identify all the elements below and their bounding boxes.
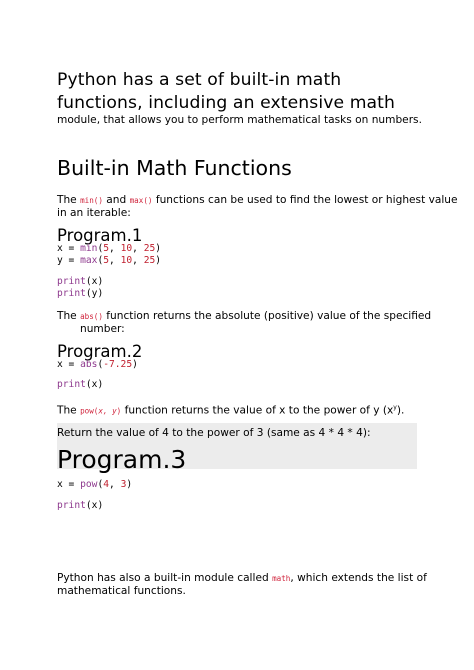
code-function: print bbox=[57, 276, 86, 287]
code-number: 25 bbox=[143, 255, 156, 266]
text: The bbox=[57, 310, 81, 322]
text: ). bbox=[396, 404, 405, 417]
code-number: 4 bbox=[103, 479, 109, 490]
inline-code-pow bbox=[80, 407, 121, 416]
text: and bbox=[102, 194, 130, 206]
code-text: ) bbox=[155, 243, 162, 254]
code-function: print bbox=[57, 379, 86, 390]
section-title: Built-in Math Functions bbox=[57, 156, 292, 180]
program-3-line-2 bbox=[57, 500, 103, 512]
pow-example-text: Return the value of 4 to the power of 3 (same as 4 * 4 * 4): bbox=[57, 427, 371, 439]
code-text: x = bbox=[57, 479, 81, 490]
program-1-line-1 bbox=[57, 243, 161, 255]
text: The bbox=[57, 404, 81, 417]
program-3-line-1 bbox=[57, 479, 132, 491]
code-function: abs bbox=[80, 359, 98, 370]
code-text: ( bbox=[97, 359, 104, 370]
code-text: (x) bbox=[85, 276, 104, 287]
code-number: 25 bbox=[143, 243, 156, 254]
program-2-title: Program.2 bbox=[57, 342, 143, 361]
code-args: x, y bbox=[98, 406, 117, 416]
text: Python has also a built-in module called bbox=[57, 572, 273, 584]
code-function: min bbox=[80, 243, 98, 254]
code-text: ( bbox=[97, 479, 104, 490]
intro-heading-line-1: Python has a set of built-in math bbox=[57, 70, 342, 90]
code-text: ( bbox=[97, 243, 104, 254]
intro-subline: module, that allows you to perform mathematical tasks on numbers. bbox=[57, 114, 422, 126]
code-text: , bbox=[109, 255, 121, 266]
code-text: pow( bbox=[80, 406, 99, 416]
abs-description-line-2: number: bbox=[80, 323, 125, 335]
code-function: pow bbox=[80, 479, 98, 490]
intro-heading-line-2: functions, including an extensive math bbox=[57, 93, 396, 113]
inline-code-min: min() bbox=[80, 196, 103, 205]
code-number: 10 bbox=[120, 243, 133, 254]
code-function: print bbox=[57, 288, 86, 299]
code-function: print bbox=[57, 500, 86, 511]
inline-code-math: math bbox=[272, 574, 291, 583]
inline-code-abs: abs() bbox=[80, 312, 103, 321]
program-1-line-4 bbox=[57, 288, 103, 300]
code-text: ( bbox=[97, 255, 104, 266]
code-number: 10 bbox=[120, 255, 133, 266]
code-number: 3 bbox=[120, 479, 127, 490]
text: , which extends the list of bbox=[290, 572, 427, 584]
code-text: ) bbox=[126, 479, 133, 490]
program-2-line-1 bbox=[57, 359, 138, 371]
code-text: ) bbox=[132, 359, 138, 370]
code-number: -7.25 bbox=[103, 359, 133, 370]
code-text: (x) bbox=[85, 379, 104, 390]
program-1-title: Program.1 bbox=[57, 226, 143, 245]
pow-description bbox=[57, 401, 404, 419]
minmax-description-line-2: in an iterable: bbox=[57, 207, 131, 219]
program-3-title: Program.3 bbox=[57, 445, 187, 474]
code-text: x = bbox=[57, 243, 81, 254]
text: function returns the absolute (positive) value of the specified bbox=[102, 310, 432, 322]
code-text: (y) bbox=[85, 288, 104, 299]
outro-text-line-2: mathematical functions. bbox=[57, 585, 186, 597]
code-text: (x) bbox=[85, 500, 104, 511]
program-1-line-3 bbox=[57, 276, 103, 288]
text: The bbox=[57, 194, 81, 206]
code-text: x = bbox=[57, 359, 81, 370]
code-text: y = bbox=[57, 255, 81, 266]
code-text: , bbox=[132, 255, 144, 266]
code-text: ) bbox=[116, 406, 122, 416]
code-text: , bbox=[132, 243, 144, 254]
code-function: max bbox=[80, 255, 98, 266]
code-text: ) bbox=[155, 255, 162, 266]
code-number: 5 bbox=[103, 243, 109, 254]
text: functions can be used to find the lowest or highest value bbox=[152, 194, 458, 206]
superscript: y bbox=[393, 404, 397, 411]
text: function returns the value of x to the power of y (x bbox=[121, 404, 394, 417]
code-text: , bbox=[109, 243, 121, 254]
program-2-line-2 bbox=[57, 379, 103, 391]
inline-code-max: max() bbox=[129, 196, 153, 205]
code-number: 5 bbox=[103, 255, 109, 266]
code-text: , bbox=[109, 479, 121, 490]
program-1-line-2 bbox=[57, 255, 161, 267]
